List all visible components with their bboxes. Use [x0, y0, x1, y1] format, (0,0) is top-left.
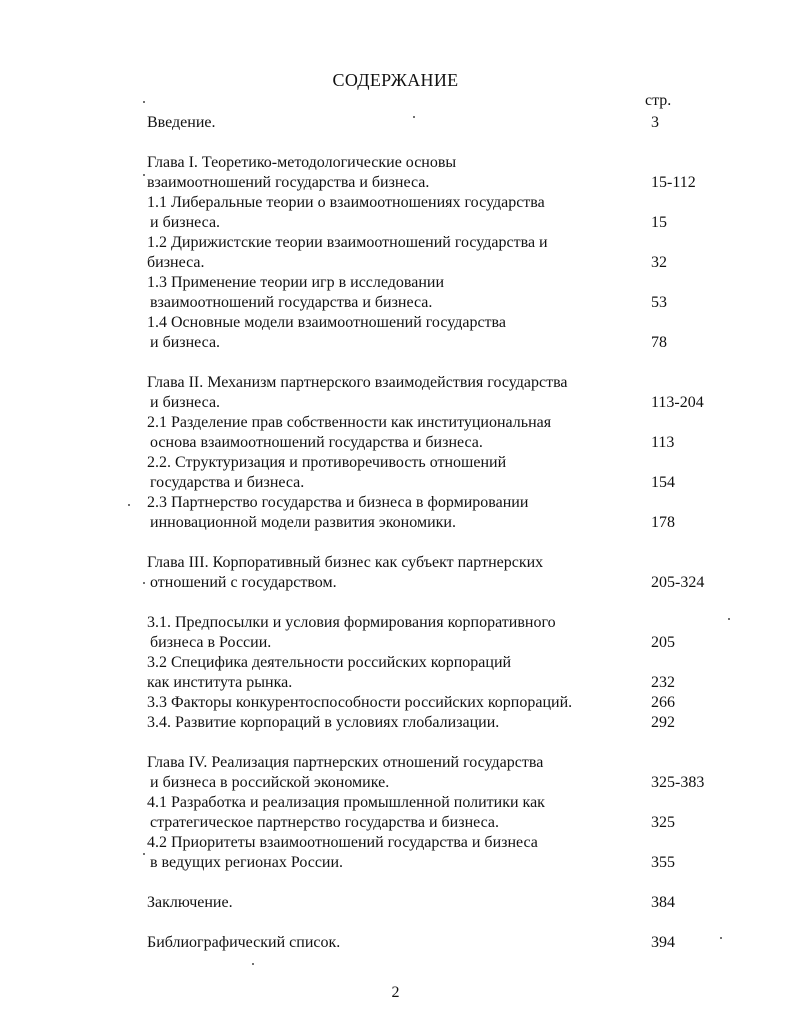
toc-entry-text: и бизнеса. [150, 394, 221, 411]
page-number: 2 [391, 984, 400, 1001]
toc-entry-text: 2.3 Партнерство государства и бизнеса в формировании [147, 494, 529, 511]
toc-entry-text: 1.2 Дирижистские теории взаимоотношений государства и [147, 234, 548, 251]
scan-speck [720, 937, 722, 939]
scan-speck [143, 101, 145, 103]
toc-entry-text: 1.3 Применение теории игр в исследовании [147, 274, 445, 291]
toc-entry-page: 15-112 [651, 174, 696, 191]
toc-entry-text: Глава II. Механизм партнерского взаимодействия государства [147, 374, 568, 391]
toc-entry-text: как института рынка. [147, 674, 293, 691]
toc-entry-text: 2.2. Структуризация и противоречивость отношений [147, 454, 507, 471]
scan-speck [728, 618, 730, 620]
toc-entry-text: основа взаимоотношений государства и бизнеса. [150, 434, 483, 451]
toc-entry-text: бизнеса. [147, 254, 205, 271]
toc-entry-page: 205-324 [651, 574, 705, 591]
toc-entry-text: взаимоотношений государства и бизнеса. [147, 174, 430, 191]
toc-entry-text: Глава III. Корпоративный бизнес как субъект партнерских [147, 554, 544, 571]
toc-entry-page: 292 [651, 714, 675, 731]
toc-entry-text: Глава IV. Реализация партнерских отношений государства [147, 754, 544, 771]
scan-speck [143, 582, 145, 584]
toc-entry-text: 3.1. Предпосылки и условия формирования корпоративного [147, 614, 556, 631]
toc-entry-page: 384 [651, 894, 675, 911]
toc-entry-page: 355 [651, 854, 675, 871]
toc-entry-page: 394 [651, 934, 675, 951]
toc-entry-text: и бизнеса. [150, 214, 221, 231]
toc-entry-page: 232 [651, 674, 675, 691]
toc-entry-text: стратегическое партнерство государства и бизнеса. [150, 814, 500, 831]
toc-entry-text: Глава I. Теоретико-методологические основы [147, 154, 457, 171]
scan-speck [252, 963, 254, 965]
toc-entry-page: 3 [651, 114, 659, 131]
toc-entry-text: 3.3 Факторы конкурентоспособности российских корпораций. [147, 694, 573, 711]
toc-entry-page: 266 [651, 694, 675, 711]
toc-entry-page: 32 [651, 254, 667, 271]
toc-entry-page: 325-383 [651, 774, 705, 791]
toc-entry-page: 205 [651, 634, 675, 651]
toc-entry-text: в ведущих регионах России. [150, 854, 344, 871]
page-title: СОДЕРЖАНИЕ [332, 70, 459, 90]
toc-entry-text: 3.2 Специфика деятельности российских корпораций [147, 654, 512, 671]
toc-entry-text: 2.1 Разделение прав собственности как институциональная [147, 414, 552, 431]
toc-entry-page: 178 [651, 514, 675, 531]
toc-entry-text: и бизнеса. [150, 334, 221, 351]
toc-entry-text: бизнеса в России. [150, 634, 272, 651]
toc-entry-text: государства и бизнеса. [150, 474, 305, 491]
toc-entry-text: 4.2 Приоритеты взаимоотношений государства и бизнеса [147, 834, 538, 851]
toc-entry-text: и бизнеса в российской экономике. [150, 774, 390, 791]
toc-entry-page: 78 [651, 334, 667, 351]
toc-entry-text: 4.1 Разработка и реализация промышленной политики как [147, 794, 545, 811]
toc-entry-text: Введение. [147, 114, 216, 131]
scan-speck [143, 853, 145, 855]
toc-entry-page: 53 [651, 294, 667, 311]
toc-entry-page: 15 [651, 214, 667, 231]
scan-speck [128, 504, 130, 506]
toc-entry-text: 1.4 Основные модели взаимоотношений государства [147, 314, 506, 331]
toc-entry-text: 1.1 Либеральные теории о взаимоотношениях государства [147, 194, 545, 211]
toc-entry-page: 113-204 [651, 394, 704, 411]
scan-speck [413, 116, 415, 118]
toc-entry-text: Заключение. [147, 894, 233, 911]
scan-speck [143, 174, 145, 176]
toc-entry-page: 113 [651, 434, 675, 451]
toc-entry-text: взаимоотношений государства и бизнеса. [150, 294, 433, 311]
toc-entry-text: 3.4. Развитие корпораций в условиях глобализации. [147, 714, 500, 731]
toc-entry-text: инновационной модели развития экономики. [150, 514, 456, 531]
toc-entry-page: 325 [651, 814, 675, 831]
page-column-label: стр. [645, 92, 672, 109]
toc-entry-text: Библиографический список. [147, 934, 341, 951]
toc-entry-page: 154 [651, 474, 675, 491]
toc-entry-text: отношений с государством. [150, 574, 337, 591]
